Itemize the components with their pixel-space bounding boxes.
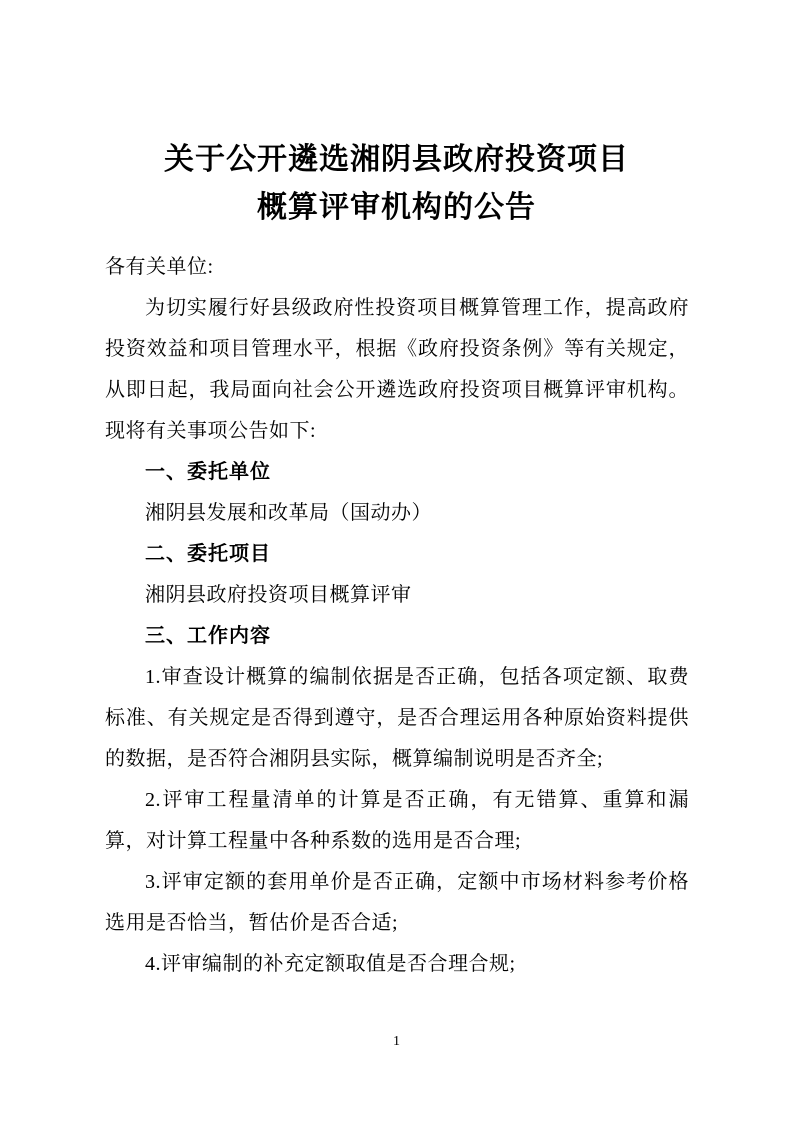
document-title [0, 136, 793, 232]
title-line-1: 关于公开遴选湘阴县政府投资项目 [164, 143, 629, 176]
work-item-4: 4.评审编制的补充定额取值是否合理合规; [145, 953, 516, 975]
section-3-heading: 三、工作内容 [145, 625, 271, 647]
intro-paragraph: 为切实履行好县级政府性投资项目概算管理工作，提高政府投资效益和项目管理水平，根据《政府投资条例》等有关规定，从即日起，我局面向社会公开遴选政府投资项目概算评审机构。现将有关事项公告如下: [105, 297, 689, 442]
title-line-2: 概算评审机构的公告 [257, 191, 536, 224]
work-item-2: 2.评审工程量清单的计算是否正确，有无错算、重算和漏算，对计算工程量中各种系数的选用是否合理; [105, 789, 689, 852]
section-1-heading: 一、委托单位 [145, 461, 271, 483]
section-2-body: 湘阴县政府投资项目概算评审 [145, 584, 412, 606]
work-item-3: 3.评审定额的套用单价是否正确，定额中市场材料参考价格选用是否恰当，暂估价是否合适; [105, 871, 689, 934]
section-2-heading: 二、委托项目 [145, 543, 271, 565]
salutation: 各有关单位: [105, 256, 214, 278]
work-item-1: 1.审查设计概算的编制依据是否正确，包括各项定额、取费标准、有关规定是否得到遵守，是否合理运用各种原始资料提供的数据，是否符合湘阴县实际，概算编制说明是否齐全; [105, 666, 689, 770]
document-body [105, 247, 689, 985]
page-number: 1 [393, 1034, 400, 1049]
section-1-body: 湘阴县发展和改革局（国动办） [145, 502, 432, 524]
